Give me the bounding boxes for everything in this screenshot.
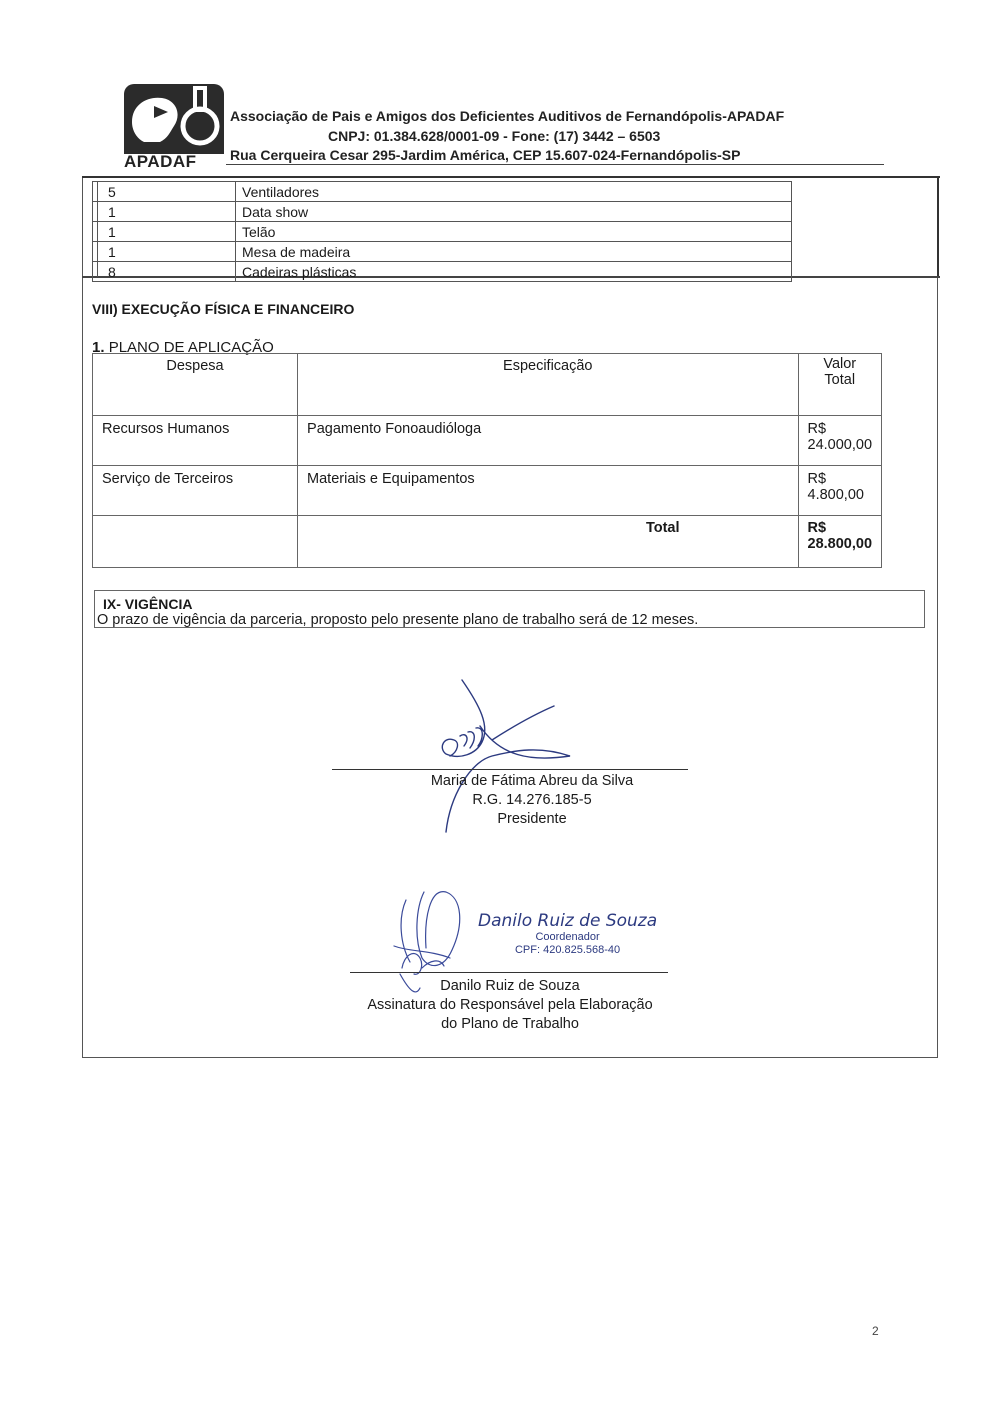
table-header-row [93, 354, 882, 416]
signature1-block [332, 772, 732, 829]
signature1-rg: R.G. 14.276.185-5 [472, 792, 592, 808]
header-divider [226, 164, 884, 165]
table-row [93, 182, 792, 202]
table-total-row [93, 516, 882, 568]
item-qty: 1 [93, 222, 236, 242]
vigencia-text: O prazo de vigência da parceria, proposto pelo presente plano de trabalho será de 12 meses. [97, 612, 699, 628]
logo-text: APADAF [124, 152, 197, 171]
logo-ear-icon [124, 84, 224, 154]
item-desc: Mesa de madeira [236, 242, 792, 262]
col-header-especificacao: Especificação [298, 354, 798, 416]
table-row [93, 466, 882, 516]
item-qty: 1 [93, 202, 236, 222]
signature2-line2: do Plano de Trabalho [441, 1016, 579, 1032]
items-table [92, 181, 792, 282]
item-desc: Data show [236, 202, 792, 222]
signature1-line [332, 769, 688, 770]
table-row [93, 262, 792, 282]
plano-subtitle-number: 1. [92, 339, 105, 356]
col-header-valor: Valor Total [798, 354, 882, 416]
section-viii-title: VIII) EXECUÇÃO FÍSICA E FINANCEIRO [92, 301, 355, 317]
frame-top-border [82, 176, 940, 178]
stamp-name: Danilo Ruiz de Souza [478, 911, 658, 931]
col-header-despesa: Despesa [93, 354, 298, 416]
vigencia-title: IX- VIGÊNCIA [103, 596, 193, 612]
signature2-line1: Assinatura do Responsável pela Elaboração [367, 997, 653, 1013]
stamp-cpf: CPF: 420.825.568-40 [514, 944, 621, 956]
table-row [93, 222, 792, 242]
total-label: Total [298, 516, 798, 568]
page-number: 2 [872, 1324, 879, 1338]
item-qty: 8 [93, 262, 236, 282]
apadaf-logo [122, 84, 228, 174]
cell-despesa: Serviço de Terceiros [93, 466, 298, 516]
header-address: Rua Cerqueira Cesar 295-Jardim América, CEP 15.607-024-Fernandópolis-SP [230, 147, 741, 163]
vigencia-box [94, 590, 925, 628]
item-desc: Cadeiras plásticas [236, 262, 792, 282]
item-qty: 5 [93, 182, 236, 202]
stamp-role: Coordenador [535, 931, 600, 943]
item-desc: Ventiladores [236, 182, 792, 202]
cell-valor: R$ 24.000,00 [798, 416, 882, 466]
header-org-name: Associação de Pais e Amigos dos Deficientes Auditivos de Fernandópolis-APADAF [230, 108, 785, 124]
table-row [93, 202, 792, 222]
signature2-block [310, 977, 710, 1034]
signature1-role: Presidente [497, 811, 567, 827]
item-desc: Telão [236, 222, 792, 242]
frame-right-border [937, 176, 939, 277]
signature2-name: Danilo Ruiz de Souza [440, 978, 580, 994]
table-row [93, 242, 792, 262]
logo-emblem [124, 84, 224, 154]
signature1-name: Maria de Fátima Abreu da Silva [430, 773, 634, 789]
cell-especificacao: Materiais e Equipamentos [298, 466, 798, 516]
plano-subtitle-text: PLANO DE APLICAÇÃO [108, 339, 274, 356]
header-cnpj: CNPJ: 01.384.628/0001-09 - Fone: (17) 3442 – 6503 [328, 128, 661, 144]
plano-aplicacao-table [92, 353, 882, 568]
cell-despesa: Recursos Humanos [93, 416, 298, 466]
table-row [93, 416, 882, 466]
cell-empty [93, 516, 298, 568]
cell-especificacao: Pagamento Fonoaudióloga [298, 416, 798, 466]
item-qty: 1 [93, 242, 236, 262]
signature2-line [350, 972, 668, 973]
total-value: R$ 28.800,00 [798, 516, 882, 568]
cell-valor: R$ 4.800,00 [798, 466, 882, 516]
coordinator-stamp [478, 911, 657, 957]
